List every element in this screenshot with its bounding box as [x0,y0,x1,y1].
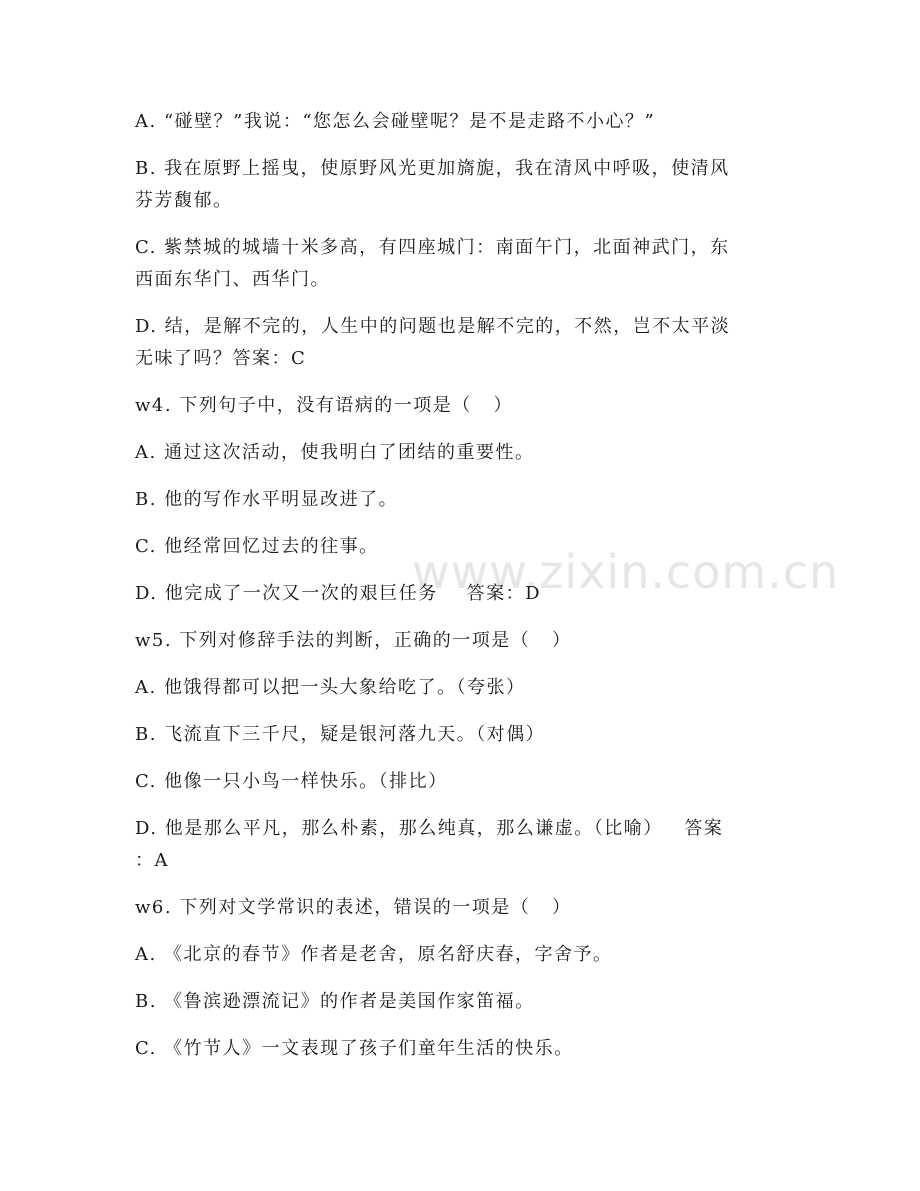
text-line: w5. 下列对修辞手法的判断，正确的一项是（ ） [135,630,572,651]
w6-option-a [135,939,785,971]
text-line: w4. 下列句子中，没有语病的一项是（ ） [135,395,513,416]
option-d-paragraph [135,311,785,375]
text-line: C. 紫禁城的城墙十米多高，有四座城门：南面午门，北面神武门，东 [135,237,730,258]
text-line: C. 他像一只小鸟一样快乐。（排比） [135,771,448,792]
text-line: D. 结，是解不完的，人生中的问题也是解不完的，不然，岂不太平淡 [135,316,731,337]
w4-option-c [135,531,785,563]
option-b-paragraph [135,153,785,217]
text-line: ：A [135,850,169,871]
w6-option-c [135,1033,785,1065]
text-line: w6. 下列对文学常识的表述，错误的一项是（ ） [135,897,572,918]
text-line: D. 他完成了一次又一次的艰巨任务 答案：D [135,583,542,604]
w5-option-c [135,766,785,798]
text-line: A. 他饿得都可以把一头大象给吃了。（夸张） [135,677,526,698]
text-line: D. 他是那么平凡，那么朴素，那么纯真，那么谦虚。（比喻） 答案 [135,818,724,839]
option-c-paragraph [135,232,785,296]
w4-option-a [135,437,785,469]
w5-option-d [135,813,785,877]
text-line: B. 飞流直下三千尺，疑是银河落九天。（对偶） [135,724,546,745]
question-w4 [135,390,785,422]
text-line: 芬芳馥郁。 [135,190,233,211]
text-line: B. 他的写作水平明显改进了。 [135,489,399,510]
w4-option-d [135,578,785,610]
watermark: www.zixin.com.cn [412,545,840,599]
option-a-paragraph [135,106,785,138]
question-w5 [135,625,785,657]
text-line: A. 《北京的春节》作者是老舍，原名舒庆春，字舍予。 [135,944,613,965]
text-line: C. 他经常回忆过去的往事。 [135,536,379,557]
text-line: 西面东华门、西华门。 [135,269,330,290]
document-body [135,106,785,1080]
text-line: B. 《鲁滨逊漂流记》的作者是美国作家笛福。 [135,991,535,1012]
w6-option-b [135,986,785,1018]
w5-option-a [135,672,785,704]
question-w6 [135,892,785,924]
text-line: C. 《竹节人》一文表现了孩子们童年生活的快乐。 [135,1038,574,1059]
text-line: A. 通过这次活动，使我明白了团结的重要性。 [135,442,535,463]
text-line: A. “碰壁？”我说：“您怎么会碰壁呢？是不是走路不小心？” [135,111,656,132]
w4-option-b [135,484,785,516]
text-line: B. 我在原野上摇曳，使原野风光更加旖旎，我在清风中呼吸，使清风 [135,158,730,179]
text-line: 无味了吗？答案：C [135,348,307,369]
w5-option-b [135,719,785,751]
